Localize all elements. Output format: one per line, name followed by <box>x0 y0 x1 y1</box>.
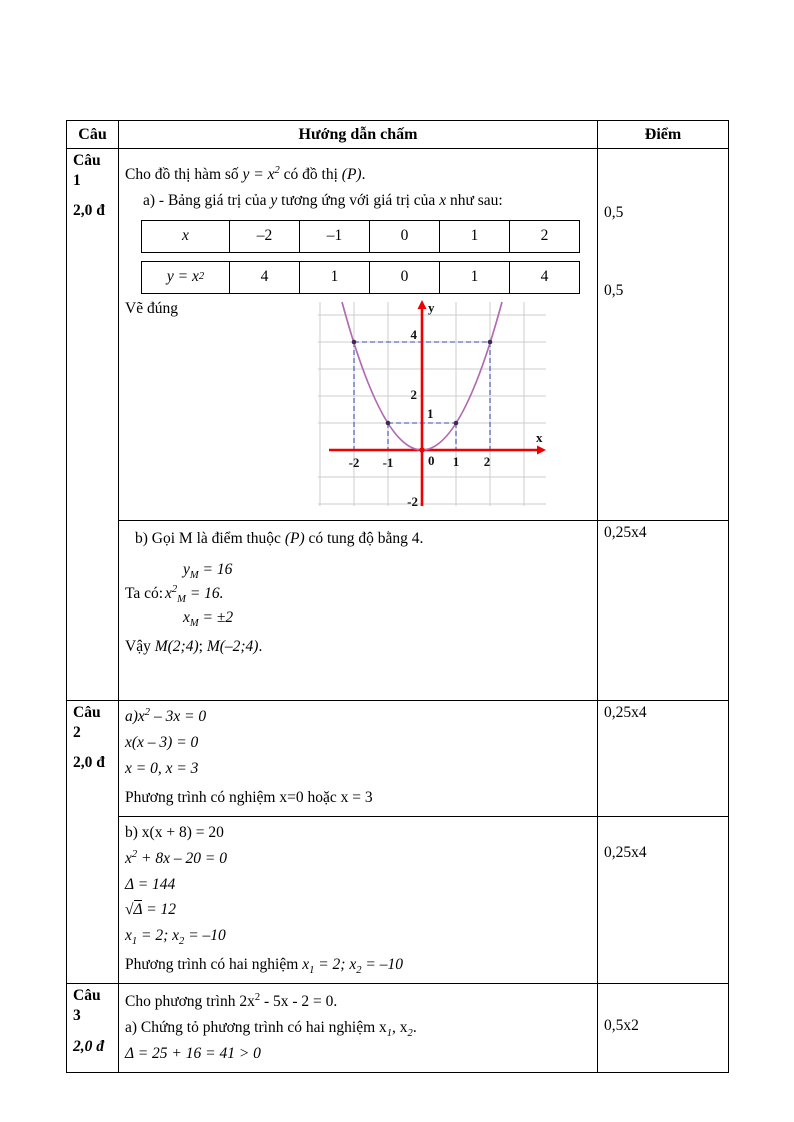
tick-y-1: 1 <box>427 405 434 421</box>
cau3-row <box>67 984 729 1073</box>
value-cell: 4 <box>229 261 300 294</box>
cau2-content-b <box>119 816 598 984</box>
cau3-statement: Cho phương trình $2x^2 - 5x - 2 = 0$. <box>125 992 338 1011</box>
value-cell: 1 <box>439 261 510 294</box>
cau3-label-word: Câu <box>73 987 101 1005</box>
tick-y-2: 2 <box>410 386 417 402</box>
cau1b-eq3: $x_M = \pm 2$ <box>183 608 234 629</box>
cau1-row-a <box>67 149 729 521</box>
value-table-row-y <box>141 261 591 294</box>
cau3-delta: Δ = 25 + 16 = 41 > 0 <box>125 1045 261 1063</box>
value-cell-x: x <box>141 220 230 253</box>
cau1-content-a <box>119 149 598 521</box>
tick-y-4: 4 <box>410 326 417 342</box>
ve-dung-label: Vẽ đúng <box>125 299 178 317</box>
points-value: 0,5x2 <box>604 1017 639 1035</box>
points-value: 0,25x4 <box>604 704 647 721</box>
graph-section <box>125 300 591 508</box>
header-diem: Điểm <box>598 121 729 149</box>
points-value: 0,25x4 <box>604 843 647 861</box>
value-cell: 1 <box>299 261 370 294</box>
cau1-label-points: 2,0 đ <box>73 202 105 220</box>
points-value: 0,25x4 <box>604 524 647 541</box>
cau2-label-word: Câu <box>73 704 101 721</box>
value-cell: –1 <box>299 220 370 253</box>
tick-x-1: 1 <box>452 453 460 469</box>
cau1-points-a-cell <box>598 149 729 521</box>
cau2b-sqrt-delta: √Δ = 12 <box>125 901 177 919</box>
cau2-points-a-cell <box>598 701 729 817</box>
cau1-part-a-label: a) - Bảng giá trị của y tương ứng với giá trị của x như sau: <box>143 191 503 209</box>
points-value: 0,5 <box>604 282 624 300</box>
tick-x-2: 2 <box>483 453 491 469</box>
cau3-points-cell <box>598 984 729 1073</box>
y-axis-label: y <box>428 299 435 315</box>
cau1-label-cell <box>67 149 119 701</box>
cau1-label-word: Câu <box>73 152 101 169</box>
cau1-intro-text: Cho đồ thị hàm số <box>125 166 243 183</box>
cau1-intro-math2: (P) <box>341 166 362 183</box>
y-axis-arrow <box>418 300 427 309</box>
parabola-graph <box>317 300 547 508</box>
value-cell: 4 <box>509 261 580 294</box>
cau2-points-b-cell <box>598 816 729 984</box>
cau1-intro-text2: có đồ thị <box>279 166 342 183</box>
cau2-label-points: 2,0 đ <box>73 754 105 772</box>
cau2a-conclusion: Phương trình có nghiệm x=0 hoặc x = 3 <box>125 788 373 806</box>
cau2-row-a <box>67 701 729 817</box>
cau3-label-points: 2,0 đ <box>73 1037 104 1055</box>
x-axis-label: x <box>536 429 543 445</box>
header-cau: Câu <box>67 121 119 149</box>
value-table <box>141 220 591 294</box>
value-cell: 0 <box>369 261 440 294</box>
cau1b-statement: b) Gọi M là điểm thuộc (P) có tung độ bằng 4. <box>135 530 424 547</box>
cau2a-eq1: $a)x^2 - 3x = 0$ <box>125 706 207 725</box>
cau2b-eq2: $x^2 + 8x - 20 = 0$ <box>125 848 227 867</box>
origin-point <box>419 447 424 452</box>
cau2a-eq2: x(x – 3) = 0 <box>125 733 199 751</box>
cau2b-delta: Δ = 144 <box>125 875 176 893</box>
value-table-row-x <box>141 220 591 253</box>
cau1-intro-math: y = x <box>242 166 275 183</box>
cau2b-roots: $x_1 = 2$; $x_2 = -10$ <box>125 927 226 948</box>
cau1b-eq1: $y_M = 16$ <box>183 560 233 582</box>
cau2-label-cell <box>67 701 119 984</box>
points-value: 0,5 <box>604 204 624 221</box>
cau2a-eq3: x = 0, x = 3 <box>125 759 199 777</box>
cau1-intro-sup: 2 <box>274 164 280 176</box>
cau3-label-cell <box>67 984 119 1073</box>
x-axis-arrow <box>537 445 546 454</box>
cau1-intro <box>125 165 591 186</box>
cau2b-eq1: b) x(x + 8) = 20 <box>125 823 224 841</box>
tick-y-neg2: -2 <box>407 493 418 508</box>
tick-x-neg2: -2 <box>348 454 360 470</box>
grading-table <box>66 120 729 1073</box>
cau2b-conclusion: Phương trình có hai nghiệm $x_1 = 2$; $x_2 = -10$ <box>125 956 403 977</box>
cau3-label-number: 3 <box>73 1007 81 1025</box>
graph-axes <box>329 305 540 506</box>
cau1-label-number: 1 <box>73 172 81 190</box>
cau1b-conclusion: Vậy M(2;4); M(–2;4). <box>125 637 263 655</box>
cau1b-eq2: Ta có: $x^2_M = 16$. <box>125 583 224 605</box>
cau2-content-a <box>119 701 598 817</box>
value-cell: 2 <box>509 220 580 253</box>
cau1-intro-period: . <box>361 166 366 183</box>
ta-co-label: Ta có: <box>125 584 164 602</box>
value-cell-y-eq: y = x 2 <box>141 261 230 294</box>
cau1-row-b <box>67 521 729 701</box>
tick-x-neg1: -1 <box>382 454 394 470</box>
header-huong-dan-cham: Hướng dẫn chấm <box>119 121 598 149</box>
value-cell: –2 <box>229 220 300 253</box>
table-header-row <box>67 121 729 149</box>
cau2-row-b <box>67 816 729 984</box>
value-cell: 1 <box>439 220 510 253</box>
cau2-label-number: 2 <box>73 724 81 742</box>
graph-grid <box>318 299 546 506</box>
value-cell: 0 <box>369 220 440 253</box>
cau1-points-b-cell <box>598 521 729 701</box>
cau3-content <box>119 984 598 1073</box>
tick-x-0: 0 <box>428 452 435 468</box>
cau3-part-a: a) Chứng tỏ phương trình có hai nghiệm $x_1$, $x_2$. <box>125 1019 417 1040</box>
cau1-content-b <box>119 521 598 701</box>
